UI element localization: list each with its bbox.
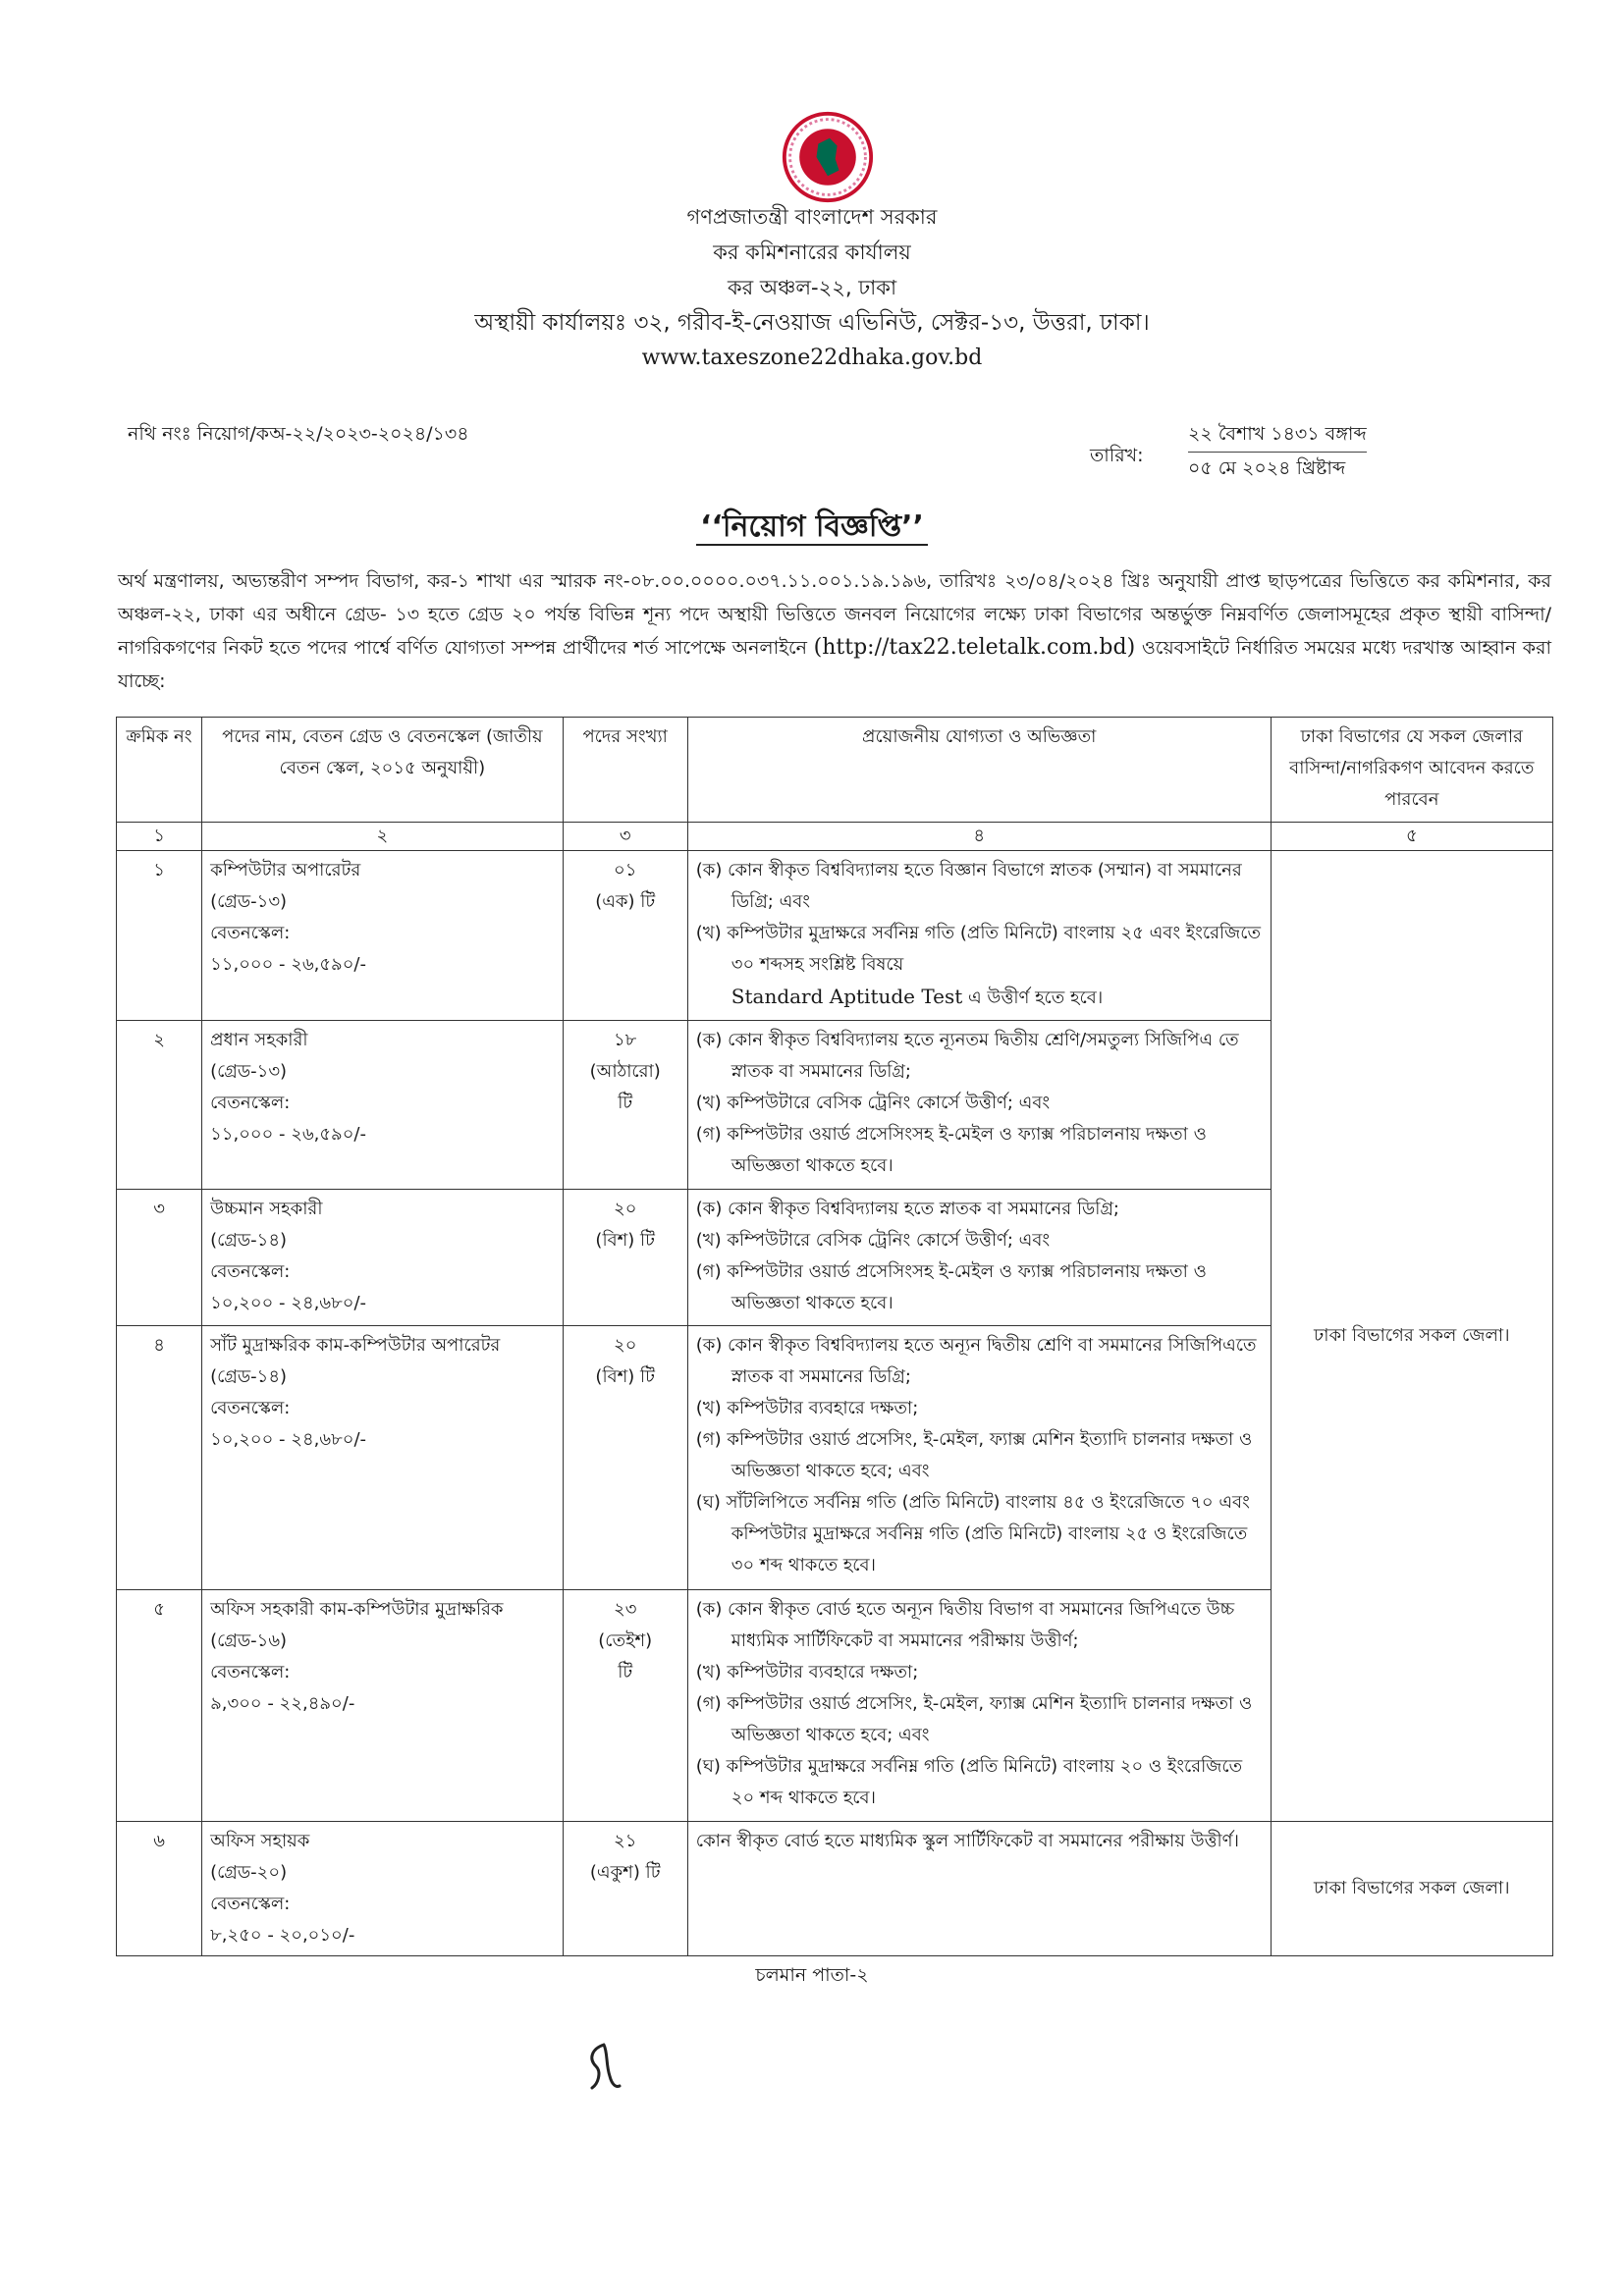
- apply-url-link[interactable]: (http://tax22.teletalk.com.bd): [813, 635, 1136, 660]
- row-serial: ৬: [117, 1822, 202, 1956]
- post-count: ২১: [614, 1831, 637, 1851]
- post-count: ০১: [614, 860, 637, 881]
- website-link[interactable]: www.taxeszone22dhaka.gov.bd: [641, 346, 983, 370]
- notice-title-wrap: [0, 503, 1624, 553]
- post-name: সাঁট মুদ্রাক্ষরিক কাম-কম্পিউটার অপারেটর: [210, 1334, 501, 1356]
- post-count-word: (বিশ) টি: [595, 1365, 655, 1387]
- post-cell: [202, 1822, 564, 1956]
- post-cell: [202, 1021, 564, 1189]
- qualification-cell: [687, 1589, 1271, 1821]
- column-number: ৪: [687, 823, 1271, 851]
- count-cell: [563, 1021, 687, 1189]
- qualification-tail: এ উত্তীর্ণ হতে হবে।: [962, 988, 1104, 1008]
- qualification-item: (ক) কোন স্বীকৃত বিশ্ববিদ্যালয় হতে ন্যূনতম দ্বিতীয় শ্রেণি/সমতুল্য সিজিপিএ তে স্নাতক বা সমমানের ডিগ্রি;: [695, 1030, 1239, 1083]
- office-address: অস্থায়ী কার্যালয়ঃ ৩২, গরীব-ই-নেওয়াজ এভিনিউ, সেক্টর-১৩, উত্তরা, ঢাকা।: [474, 310, 1150, 336]
- pay-scale: ৮,২৫০ - ২০,০১০/-: [210, 1925, 355, 1946]
- pay-scale: ১০,২০০ - ২৪,৬৮০/-: [210, 1428, 367, 1450]
- post-cell: [202, 1325, 564, 1589]
- pay-scale: ১০,২০০ - ২৪,৬৮০/-: [210, 1292, 367, 1313]
- count-cell: [563, 1189, 687, 1325]
- table-row: [117, 1822, 1553, 1956]
- qualification-item: (ঘ) সাঁটলিপিতে সর্বনিম্ন গতি (প্রতি মিনিটে) বাংলায় ৪৫ ও ইংরেজিতে ৭০ এবং কম্পিউটার মুদ্রাক্ষরে সর্বনিম্ন গতি (প্রতি মিনিটে) বাংলায় ২৫ ও ইংরেজিতে ৩০ শব্দ থাকতে হবে।: [695, 1491, 1250, 1575]
- qualification-item: (ক) কোন স্বীকৃত বোর্ড হতে অন্যূন দ্বিতীয় বিভাগ বা সমমানের জিপিএতে উচ্চ মাধ্যমিক সার্টিফিকেট বা সমমানের পরীক্ষায় উত্তীর্ণ;: [695, 1598, 1235, 1651]
- scale-label: বেতনস্কেল:: [210, 1397, 291, 1418]
- column-number-row: [117, 823, 1553, 851]
- post-count-word: (এক) টি: [595, 891, 656, 912]
- district-cell: [1271, 851, 1552, 1822]
- intro-text: অর্থ মন্ত্রণালয়, অভ্যন্তরীণ সম্পদ বিভাগ, কর-১ শাখা এর স্মারক নং-০৮.০০.০০০০.০৩৭.১১.০০১.১৯.১৯৬, তারিখঃ ২৩/০৪/২০২৪ খ্রিঃ অনুযায়ী প্রাপ্ত ছাড়পত্রের ভিত্তিতে কর কমিশনার, কর অঞ্চল-২২, ঢাকা এর অধীনে গ্রেড- ১৩ হতে গ্রেড ২০ পর্যন্ত বিভিন্ন শূন্য পদে অস্থায়ী ভিত্তিতে জনবল নিয়োগের লক্ষ্যে ঢাকা বিভাগের অন্তর্ভুক্ত নিম্নবর্ণিত জেলাসমূহের প্রকৃত স্থায়ী বাসিন্দা/নাগরিকগণের নিকট হতে পদের পার্শ্বে বর্ণিত যোগ্যতা সম্পন্ন প্রার্থীদের শর্ত সাপেক্ষে অনলাইনে: [118, 570, 1551, 659]
- post-name: উচ্চমান সহকারী: [210, 1198, 323, 1219]
- post-cell: [202, 1189, 564, 1325]
- notice-title: ‘‘নিয়োগ বিজ্ঞপ্তি’’: [696, 509, 928, 546]
- date-label: তারিখ:: [1090, 445, 1144, 466]
- scale-label: বেতনস্কেল:: [210, 1661, 291, 1682]
- post-grade: (গ্রেড-১৬): [210, 1629, 288, 1651]
- post-count-word: (আঠারো): [589, 1061, 661, 1083]
- scale-label: বেতনস্কেল:: [210, 923, 291, 943]
- government-emblem-icon: [781, 110, 875, 204]
- header-post: পদের নাম, বেতন গ্রেড ও বেতনস্কেল (জাতীয় বেতন স্কেল, ২০১৫ অনুযায়ী): [202, 718, 564, 823]
- intro-paragraph: [118, 564, 1551, 698]
- column-number: ১: [117, 823, 202, 851]
- zone-name: কর অঞ্চল-২২, ঢাকা: [727, 276, 897, 299]
- qualification-cell: [687, 851, 1271, 1021]
- govt-name: গণপ্রজাতন্ত্রী বাংলাদেশ সরকার: [686, 205, 938, 229]
- qualification-item: (গ) কম্পিউটার ওয়ার্ড প্রসেসিংসহ ই-মেইল ও ফ্যাক্স পরিচালনায় দক্ষতা ও অভিজ্ঞতা থাকতে হবে।: [695, 1124, 1207, 1177]
- qualification-item: কোন স্বীকৃত বোর্ড হতে মাধ্যমিক স্কুল সার্টিফিকেট বা সমমানের পরীক্ষায় উত্তীর্ণ।: [695, 1831, 1239, 1851]
- qualification-item: (খ) কম্পিউটারে বেসিক ট্রেনিং কোর্সে উত্তীর্ণ; এবং: [695, 1229, 1051, 1251]
- post-grade: (গ্রেড-২০): [210, 1862, 288, 1883]
- qualification-cell: [687, 1822, 1271, 1956]
- row-serial: ১: [117, 851, 202, 1021]
- qualification-english: Standard Aptitude Test: [731, 985, 963, 1008]
- post-name: অফিস সহকারী কাম-কম্পিউটার মুদ্রাক্ষরিক: [210, 1598, 504, 1620]
- post-count: ২০: [613, 1334, 637, 1356]
- count-cell: [563, 1589, 687, 1821]
- district-text: ঢাকা বিভাগের সকল জেলা।: [1314, 1325, 1510, 1346]
- header-block: [0, 199, 1624, 376]
- qualification-item: (ক) কোন স্বীকৃত বিশ্ববিদ্যালয় হতে বিজ্ঞান বিভাগে স্নাতক (সম্মান) বা সমমানের ডিগ্রি; এবং: [695, 860, 1242, 912]
- column-number: ৩: [563, 823, 687, 851]
- date-bangla: ২২ বৈশাখ ১৪৩১ বঙ্গাব্দ: [1188, 420, 1367, 453]
- row-serial: ৫: [117, 1589, 202, 1821]
- header-serial: ক্রমিক নং: [117, 718, 202, 823]
- scale-label: বেতনস্কেল:: [210, 1894, 291, 1914]
- date-english: ০৫ মে ২০২৪ খ্রিষ্টাব্দ: [1188, 457, 1346, 479]
- post-count: ২৩: [613, 1598, 637, 1620]
- signature-mark-icon: [574, 2037, 633, 2096]
- district-cell: ঢাকা বিভাগের সকল জেলা।: [1271, 1822, 1552, 1956]
- qualification-cell: [687, 1189, 1271, 1325]
- qualification-cell: [687, 1325, 1271, 1589]
- scale-label: বেতনস্কেল:: [210, 1260, 291, 1282]
- post-grade: (গ্রেড-১৩): [210, 1061, 288, 1083]
- office-name: কর কমিশনারের কার্যালয়: [713, 240, 911, 264]
- post-count-word: (বিশ) টি: [595, 1229, 655, 1251]
- post-count-suffix: টি: [618, 1661, 633, 1682]
- qualification-item: (গ) কম্পিউটার ওয়ার্ড প্রসেসিং, ই-মেইল, ফ্যাক্স মেশিন ইত্যাদি চালনার দক্ষতা ও অভিজ্ঞতা থাকতে হবে; এবং: [695, 1428, 1253, 1481]
- qualification-item: (গ) কম্পিউটার ওয়ার্ড প্রসেসিংসহ ই-মেইল ও ফ্যাক্স পরিচালনায় দক্ষতা ও অভিজ্ঞতা থাকতে হবে।: [695, 1260, 1207, 1313]
- pay-scale: ১১,০০০ - ২৬,৫৯০/-: [210, 954, 366, 975]
- count-cell: [563, 851, 687, 1021]
- count-cell: [563, 1325, 687, 1589]
- row-serial: ৪: [117, 1325, 202, 1589]
- pay-scale: ১১,০০০ - ২৬,৫৯০/-: [210, 1124, 366, 1146]
- post-count-word: (একুশ) টি: [589, 1862, 661, 1883]
- continued-page-note: চলমান পাতা-২: [755, 1964, 869, 1986]
- qualification-item: (ঘ) কম্পিউটার মুদ্রাক্ষরে সর্বনিম্ন গতি (প্রতি মিনিটে) বাংলায় ২০ ও ইংরেজিতে ২০ শব্দ থাকতে হবে।: [695, 1755, 1243, 1808]
- header-count: পদের সংখ্যা: [563, 718, 687, 823]
- post-count-word: (তেইশ): [598, 1629, 653, 1651]
- qualification-item: [696, 918, 1263, 1014]
- post-cell: [202, 1589, 564, 1821]
- qualification-item: (ক) কোন স্বীকৃত বিশ্ববিদ্যালয় হতে স্নাতক বা সমমানের ডিগ্রি;: [695, 1198, 1120, 1219]
- post-count: ২০: [613, 1198, 637, 1219]
- pay-scale: ৯,৩০০ - ২২,৪৯০/-: [210, 1692, 355, 1714]
- reference-number: নথি নংঃ নিয়োগ/কঅ-২২/২০২৩-২০২৪/১৩৪: [128, 423, 469, 445]
- scale-label: বেতনস্কেল:: [210, 1093, 291, 1114]
- table-row: [117, 851, 1553, 1021]
- post-name: প্রধান সহকারী: [210, 1030, 308, 1051]
- qualification-item: (গ) কম্পিউটার ওয়ার্ড প্রসেসিং, ই-মেইল, ফ্যাক্স মেশিন ইত্যাদি চালনার দক্ষতা ও অভিজ্ঞতা থাকতে হবে; এবং: [695, 1692, 1253, 1745]
- post-name: কম্পিউটার অপারেটর: [210, 860, 361, 881]
- post-cell: [202, 851, 564, 1021]
- qualification-item: (ক) কোন স্বীকৃত বিশ্ববিদ্যালয় হতে অন্যূন দ্বিতীয় শ্রেণি বা সমমানের সিজিপিএতে স্নাতক বা সমমানের ডিগ্রি;: [695, 1334, 1257, 1387]
- qualification-item: (খ) কম্পিউটারে বেসিক ট্রেনিং কোর্সে উত্তীর্ণ; এবং: [695, 1093, 1051, 1114]
- post-count: ১৮: [614, 1030, 637, 1051]
- post-grade: (গ্রেড-১৪): [210, 1229, 288, 1251]
- qualification-cell: [687, 1021, 1271, 1189]
- header-district: ঢাকা বিভাগের যে সকল জেলার বাসিন্দা/নাগরিকগণ আবেদন করতে পারবেন: [1271, 718, 1552, 823]
- qualification-item: (খ) কম্পিউটার ব্যবহারে দক্ষতা;: [695, 1661, 919, 1682]
- column-number: ৫: [1271, 823, 1552, 851]
- qualification-text: (খ) কম্পিউটার মুদ্রাক্ষরে সর্বনিম্ন গতি (প্রতি মিনিটে) বাংলায় ২৫ এবং ইংরেজিতে ৩০ শব্দসহ সংশ্লিষ্ট বিষয়ে: [695, 923, 1262, 975]
- post-grade: (গ্রেড-১৪): [210, 1365, 288, 1387]
- post-count-suffix: টি: [618, 1093, 633, 1114]
- column-number: ২: [202, 823, 564, 851]
- row-serial: ৩: [117, 1189, 202, 1325]
- header-qualification: প্রয়োজনীয় যোগ্যতা ও অভিজ্ঞতা: [687, 718, 1271, 823]
- vacancy-table: [116, 717, 1553, 1956]
- intro-tail: ওয়েবসাইটে নির্ধারিত সময়ের মধ্যে দরখাস্ত আহ্বান করা যাচ্ছে:: [118, 637, 1552, 692]
- post-name: অফিস সহায়ক: [210, 1831, 310, 1851]
- count-cell: [563, 1822, 687, 1956]
- qualification-item: (খ) কম্পিউটার ব্যবহারে দক্ষতা;: [695, 1397, 919, 1418]
- post-grade: (গ্রেড-১৩): [210, 891, 288, 912]
- row-serial: ২: [117, 1021, 202, 1189]
